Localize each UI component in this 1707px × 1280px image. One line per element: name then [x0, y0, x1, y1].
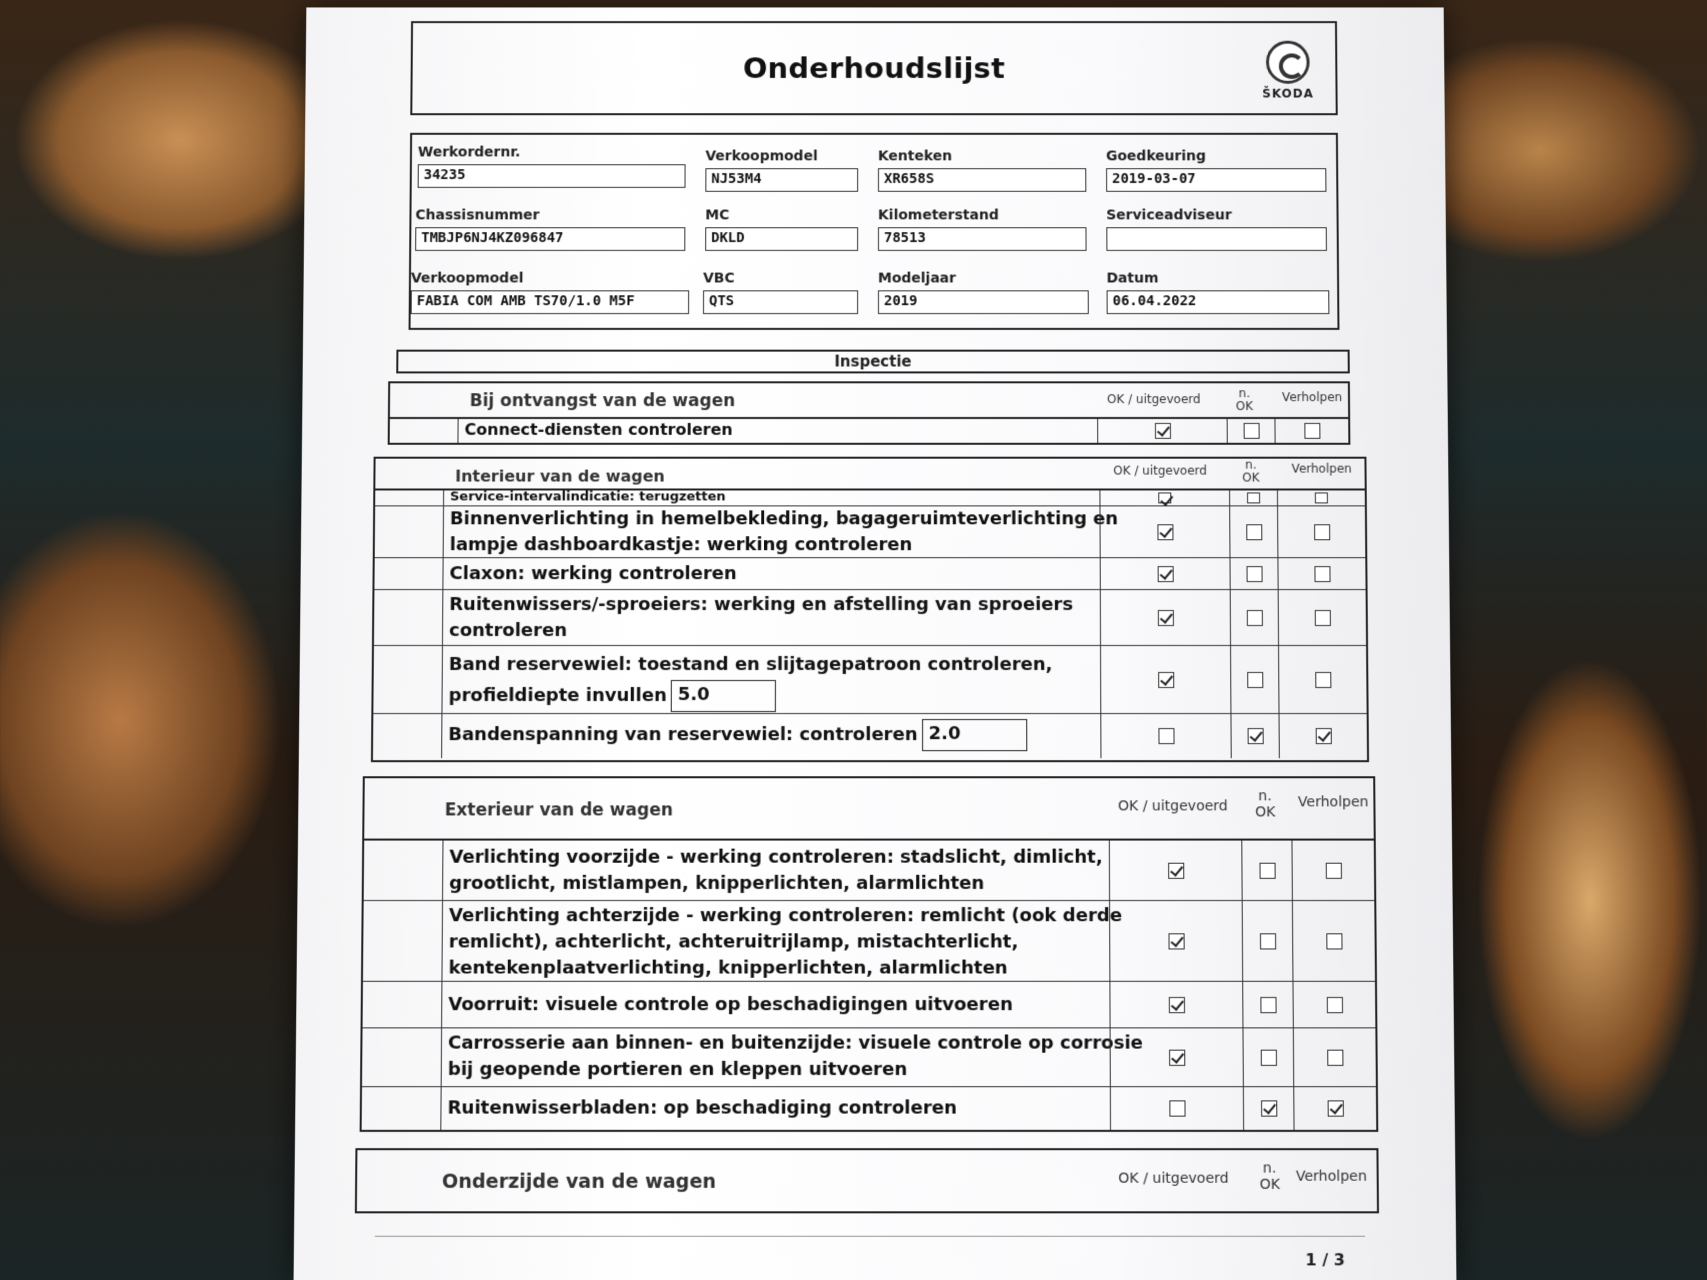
field-goedkeuring: Goedkeuring 2019-03-07: [1106, 149, 1326, 192]
ok-checkbox[interactable]: [1158, 671, 1174, 687]
field-kenteken: Kenteken XR658S: [878, 149, 1086, 192]
check-row: Bandenspanning van reservewiel: controleren 2.0: [373, 714, 1367, 758]
nok-checkbox[interactable]: [1243, 423, 1259, 439]
nok-checkbox[interactable]: [1260, 1049, 1276, 1065]
fix-checkbox[interactable]: [1326, 996, 1342, 1012]
field-verkoopmodel-full: Verkoopmodel FABIA COM AMB TS70/1.0 M5F: [411, 271, 690, 314]
werkordernr-value: 34235: [418, 164, 686, 188]
skoda-logo-icon: [1266, 41, 1310, 84]
ok-checkbox[interactable]: [1168, 996, 1184, 1012]
check-row: Voorruit: visuele controle op beschadigingen uitvoeren: [363, 982, 1376, 1029]
check-row: Carrosserie aan binnen- en buitenzijde: visuele controle op corrosie bij geopende portieren en kleppen uitvoeren: [362, 1028, 1376, 1087]
section-exterieur: [360, 776, 1379, 1132]
fix-checkbox[interactable]: [1325, 862, 1341, 878]
nok-checkbox[interactable]: [1259, 862, 1275, 878]
inspectie-heading: Inspectie: [396, 350, 1350, 374]
vbc-value: QTS: [703, 290, 858, 314]
verkoopmodel-value: NJ53M4: [705, 168, 858, 192]
section-title: Onderzijde van de wagen: [441, 1170, 717, 1193]
fix-checkbox[interactable]: [1327, 1049, 1343, 1065]
field-modeljaar: Modeljaar 2019: [878, 271, 1089, 314]
section-title: Bij ontvangst van de wagen: [469, 391, 736, 412]
check-row: Verlichting voorzijde - werking controleren: stadslicht, dimlicht, grootlicht, mistlampen, knipperlichten, alarmlichten: [364, 841, 1375, 901]
fix-checkbox[interactable]: [1314, 610, 1330, 626]
ok-checkbox[interactable]: [1168, 933, 1184, 949]
ok-checkbox[interactable]: [1158, 728, 1174, 744]
nok-checkbox[interactable]: [1246, 610, 1262, 626]
kenteken-value: XR658S: [878, 168, 1086, 192]
fix-checkbox[interactable]: [1315, 671, 1331, 687]
section-header: Interieur van de wagen OK / uitgevoerd n. OK Verholpen: [375, 459, 1364, 491]
goedkeuring-value: 2019-03-07: [1106, 168, 1326, 192]
nok-checkbox[interactable]: [1261, 1100, 1277, 1116]
field-chassisnummer: Chassisnummer TMBJP6NJ4KZ096847: [415, 208, 685, 251]
section-header: Exterieur van de wagen OK / uitgevoerd n. OK Verholpen: [364, 778, 1374, 840]
bandenspanning-input[interactable]: 2.0: [922, 719, 1027, 751]
check-row: Claxon: werking controleren: [374, 558, 1365, 590]
ok-checkbox[interactable]: [1158, 492, 1171, 503]
fix-checkbox[interactable]: [1315, 492, 1328, 503]
field-vbc: VBC QTS: [703, 271, 858, 314]
serviceadviseur-value: [1106, 227, 1327, 251]
document-page: [294, 7, 1457, 1280]
section-title: Interieur van de wagen: [455, 466, 665, 486]
ok-checkbox[interactable]: [1169, 1100, 1185, 1116]
ok-checkbox[interactable]: [1157, 610, 1173, 626]
document-header: [410, 21, 1337, 115]
section-title: Exterieur van de wagen: [444, 800, 673, 821]
page-title: Onderhoudslijst: [742, 51, 1006, 85]
section-ontvangst: [388, 381, 1351, 444]
brand-name: ŠKODA: [1262, 86, 1314, 101]
datum-value: 06.04.2022: [1107, 290, 1330, 314]
modeljaar-value: 2019: [878, 290, 1089, 314]
field-serviceadviseur: Serviceadviseur: [1106, 208, 1327, 251]
skoda-logo: [1258, 41, 1318, 101]
field-datum: Datum 06.04.2022: [1106, 271, 1329, 314]
nok-checkbox[interactable]: [1259, 933, 1275, 949]
ok-checkbox[interactable]: [1168, 862, 1184, 878]
check-row: Ruitenwissers/-sproeiers: werking en afstelling van sproeiers controleren: [374, 590, 1366, 646]
ok-checkbox[interactable]: [1157, 524, 1173, 540]
ok-checkbox[interactable]: [1157, 566, 1173, 582]
fix-checkbox[interactable]: [1326, 933, 1342, 949]
mc-value: DKLD: [705, 227, 858, 251]
section-interieur: [371, 457, 1369, 762]
check-row: Binnenverlichting in hemelbekleding, bagageruimteverlichting en lampje dashboardkastje: werking controleren: [375, 506, 1366, 558]
check-row: Connect-diensten controleren: [390, 419, 1349, 443]
fix-checkbox[interactable]: [1314, 524, 1330, 540]
page-number: 1 / 3: [1305, 1250, 1346, 1270]
field-verkoopmodel: Verkoopmodel NJ53M4: [705, 149, 858, 192]
kilometerstand-value: 78513: [878, 227, 1087, 251]
footer-divider: [375, 1236, 1365, 1237]
nok-checkbox[interactable]: [1246, 566, 1262, 582]
field-mc: MC DKLD: [705, 208, 858, 251]
verkoopmodel-full-value: FABIA COM AMB TS70/1.0 M5F: [411, 290, 689, 314]
ok-checkbox[interactable]: [1169, 1049, 1185, 1065]
check-row: Ruitenwisserbladen: op beschadiging controleren: [362, 1087, 1377, 1130]
check-row: Verlichting achterzijde - werking controleren: remlicht (ook derde remlicht), achterlicht, achteruitrijlamp, mistachterlicht, kentekenplaatverlichting, knipperlichten, alarmlichten: [363, 901, 1375, 982]
field-kilometerstand: Kilometerstand 78513: [878, 208, 1087, 251]
fix-checkbox[interactable]: [1314, 566, 1330, 582]
fix-checkbox[interactable]: [1304, 423, 1320, 439]
check-row: Band reservewiel: toestand en slijtagepatroon controleren, profieldiepte invullen 5.0: [373, 646, 1366, 714]
field-werkordernr: Werkordernr. 34235: [418, 145, 686, 188]
nok-checkbox[interactable]: [1260, 996, 1276, 1012]
nok-checkbox[interactable]: [1247, 492, 1260, 503]
fix-checkbox[interactable]: [1327, 1100, 1343, 1116]
nok-checkbox[interactable]: [1247, 728, 1263, 744]
fix-checkbox[interactable]: [1315, 728, 1331, 744]
profieldiepte-input[interactable]: 5.0: [671, 680, 776, 712]
section-header: Bij ontvangst van de wagen OK / uitgevoerd n. OK Verholpen: [390, 383, 1348, 419]
chassisnummer-value: TMBJP6NJ4KZ096847: [415, 227, 685, 251]
ok-checkbox[interactable]: [1154, 423, 1170, 439]
check-row: Service-intervalindicatie: terugzetten: [375, 490, 1365, 506]
nok-checkbox[interactable]: [1246, 524, 1262, 540]
nok-checkbox[interactable]: [1247, 671, 1263, 687]
section-onderzijde: Onderzijde van de wagen OK / uitgevoerd n. OK Verholpen: [355, 1148, 1379, 1213]
vehicle-info-box: [409, 133, 1340, 330]
